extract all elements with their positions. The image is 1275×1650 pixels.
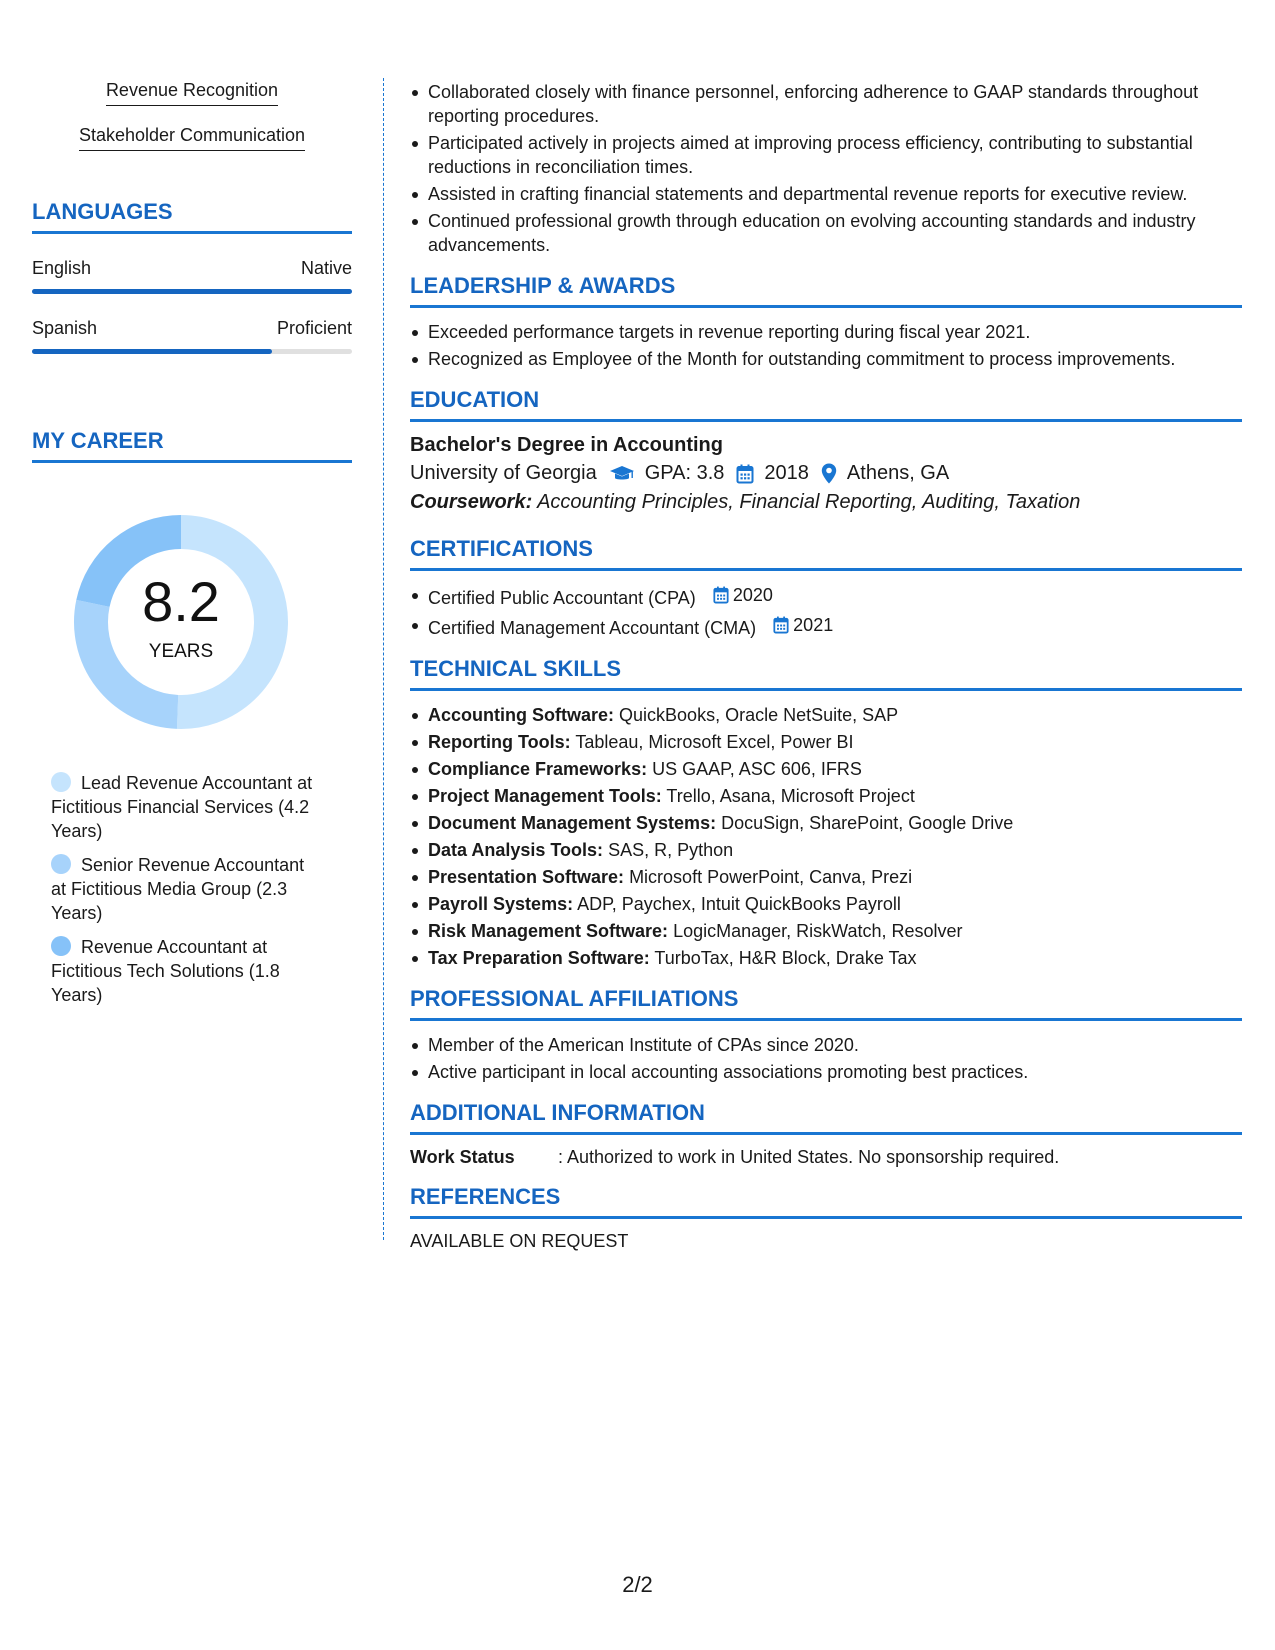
leadership-item: Exceeded performance targets in revenue reporting during fiscal year 2021. — [410, 320, 1242, 344]
certification-name: Certified Management Accountant (CMA) — [428, 618, 757, 638]
affiliation-item: Member of the American Institute of CPAs since 2020. — [410, 1033, 1242, 1057]
languages-heading: LANGUAGES — [32, 199, 352, 234]
language-row — [32, 258, 352, 279]
certification-year: 2020 — [732, 585, 773, 605]
calendar-icon — [773, 616, 789, 634]
location-pin-icon — [821, 463, 837, 484]
skill-category: Compliance Frameworks: — [428, 759, 648, 779]
leadership-list — [410, 320, 1242, 371]
experience-bullets — [410, 80, 1242, 257]
skill-category: Accounting Software: — [428, 705, 615, 725]
education-school: University of Georgia — [410, 462, 597, 484]
technical-skill-item — [410, 838, 1242, 862]
language-english — [32, 258, 352, 294]
skill-category: Payroll Systems: — [428, 894, 574, 914]
experience-bullet: Assisted in crafting financial statements and departmental revenue reports for executive review. — [410, 182, 1242, 206]
skill-category: Document Management Systems: — [428, 813, 717, 833]
experience-bullet: Participated actively in projects aimed at improving process efficiency, contributing to substantial reductions in reconciliation times. — [410, 131, 1242, 179]
technical-skill-item — [410, 703, 1242, 727]
skill-values: SAS, R, Python — [608, 840, 734, 860]
career-legend-item — [51, 935, 322, 1007]
language-spanish — [32, 318, 352, 354]
skill-values: Trello, Asana, Microsoft Project — [666, 786, 915, 806]
technical-skill-item — [410, 811, 1242, 835]
legend-dot-icon — [51, 854, 71, 874]
career-legend-label: Lead Revenue Accountant at Fictitious Financial Services (4.2 Years) — [51, 773, 313, 841]
affiliations-heading: PROFESSIONAL AFFILIATIONS — [410, 986, 1242, 1021]
skill-category: Risk Management Software: — [428, 921, 669, 941]
skill-tag — [32, 80, 352, 106]
career-years-label: YEARS — [148, 641, 214, 662]
education-details — [410, 462, 1242, 485]
language-level-fill — [32, 349, 272, 354]
experience-bullet: Continued professional growth through education on evolving accounting standards and industry advancements. — [410, 209, 1242, 257]
career-heading: MY CAREER — [32, 428, 352, 463]
career-legend-item — [51, 853, 322, 925]
certification-name: Certified Public Accountant (CPA) — [428, 588, 696, 608]
page-number: 2/2 — [622, 1572, 653, 1597]
career-total-years: 8.2 — [142, 570, 220, 633]
career-legend-item — [51, 771, 322, 843]
language-level: Native — [300, 258, 352, 278]
career-legend-label: Senior Revenue Accountant at Fictitious Media Group (2.3 Years) — [51, 855, 305, 923]
technical-skills-list — [410, 703, 1242, 970]
career-donut-chart — [66, 507, 296, 737]
technical-skill-item — [410, 919, 1242, 943]
certifications-heading: CERTIFICATIONS — [410, 536, 1242, 571]
education-year: 2018 — [764, 462, 809, 484]
certifications-list — [410, 583, 1242, 640]
career-legend-label: Revenue Accountant at Fictitious Tech Solutions (1.8 Years) — [51, 937, 280, 1005]
technical-skills-heading: TECHNICAL SKILLS — [410, 656, 1242, 691]
skill-tag — [32, 125, 352, 151]
language-name: English — [32, 258, 92, 278]
calendar-icon — [736, 464, 754, 484]
language-level: Proficient — [276, 318, 352, 338]
certification-date — [773, 613, 833, 637]
skill-values: QuickBooks, Oracle NetSuite, SAP — [619, 705, 899, 725]
skill-values: DocuSign, SharePoint, Google Drive — [721, 813, 1014, 833]
skill-category: Project Management Tools: — [428, 786, 662, 806]
language-name: Spanish — [32, 318, 98, 338]
technical-skill-item — [410, 730, 1242, 754]
column-divider — [383, 78, 384, 1240]
experience-bullet: Collaborated closely with finance personnel, enforcing adherence to GAAP standards throughout reporting procedures. — [410, 80, 1242, 128]
skill-tag-label: Revenue Recognition — [106, 80, 278, 106]
technical-skill-item — [410, 757, 1242, 781]
skill-values: Microsoft PowerPoint, Canva, Prezi — [629, 867, 913, 887]
affiliation-item: Active participant in local accounting associations promoting best practices. — [410, 1060, 1242, 1084]
career-legend — [32, 771, 322, 1007]
certification-item — [410, 583, 1242, 610]
skill-values: ADP, Paychex, Intuit QuickBooks Payroll — [577, 894, 901, 914]
skill-values: US GAAP, ASC 606, IFRS — [652, 759, 862, 779]
coursework-list: Accounting Principles, Financial Reporting, Auditing, Taxation — [537, 491, 1081, 513]
education-heading: EDUCATION — [410, 387, 1242, 422]
language-level-bar — [32, 349, 352, 354]
certification-date — [713, 583, 773, 607]
calendar-icon — [713, 586, 729, 604]
additional-info-heading: ADDITIONAL INFORMATION — [410, 1100, 1242, 1135]
skill-category: Data Analysis Tools: — [428, 840, 604, 860]
skill-tag-label: Stakeholder Communication — [79, 125, 305, 151]
technical-skill-item — [410, 892, 1242, 916]
legend-dot-icon — [51, 936, 71, 956]
education-gpa: GPA: 3.8 — [644, 462, 725, 484]
work-status-label: Work Status — [410, 1147, 515, 1167]
work-status-value: : Authorized to work in United States. No sponsorship required. — [558, 1147, 1060, 1167]
legend-dot-icon — [51, 772, 71, 792]
affiliations-list — [410, 1033, 1242, 1084]
references-text: AVAILABLE ON REQUEST — [410, 1231, 629, 1251]
graduation-cap-icon — [609, 465, 635, 483]
skill-values: Tableau, Microsoft Excel, Power BI — [575, 732, 854, 752]
education-location: Athens, GA — [846, 462, 950, 484]
skill-values: LogicManager, RiskWatch, Resolver — [673, 921, 963, 941]
skill-category: Tax Preparation Software: — [428, 948, 650, 968]
skill-category: Reporting Tools: — [428, 732, 571, 752]
skill-category: Presentation Software: — [428, 867, 625, 887]
leadership-item: Recognized as Employee of the Month for outstanding commitment to process improvements. — [410, 347, 1242, 371]
left-column — [32, 80, 352, 1017]
technical-skill-item — [410, 784, 1242, 808]
certification-year: 2021 — [793, 615, 834, 635]
right-column — [410, 80, 1242, 1252]
education-degree: Bachelor's Degree in Accounting — [410, 434, 723, 456]
language-level-bar — [32, 289, 352, 294]
work-status-row — [410, 1147, 1242, 1168]
leadership-heading: LEADERSHIP & AWARDS — [410, 273, 1242, 308]
skill-values: TurboTax, H&R Block, Drake Tax — [654, 948, 917, 968]
coursework-label: Coursework: — [410, 491, 533, 513]
technical-skill-item — [410, 946, 1242, 970]
references-heading: REFERENCES — [410, 1184, 1242, 1219]
language-row — [32, 318, 352, 339]
language-level-fill — [32, 289, 352, 294]
technical-skill-item — [410, 865, 1242, 889]
certification-item — [410, 613, 1242, 640]
education-coursework — [410, 491, 1242, 514]
